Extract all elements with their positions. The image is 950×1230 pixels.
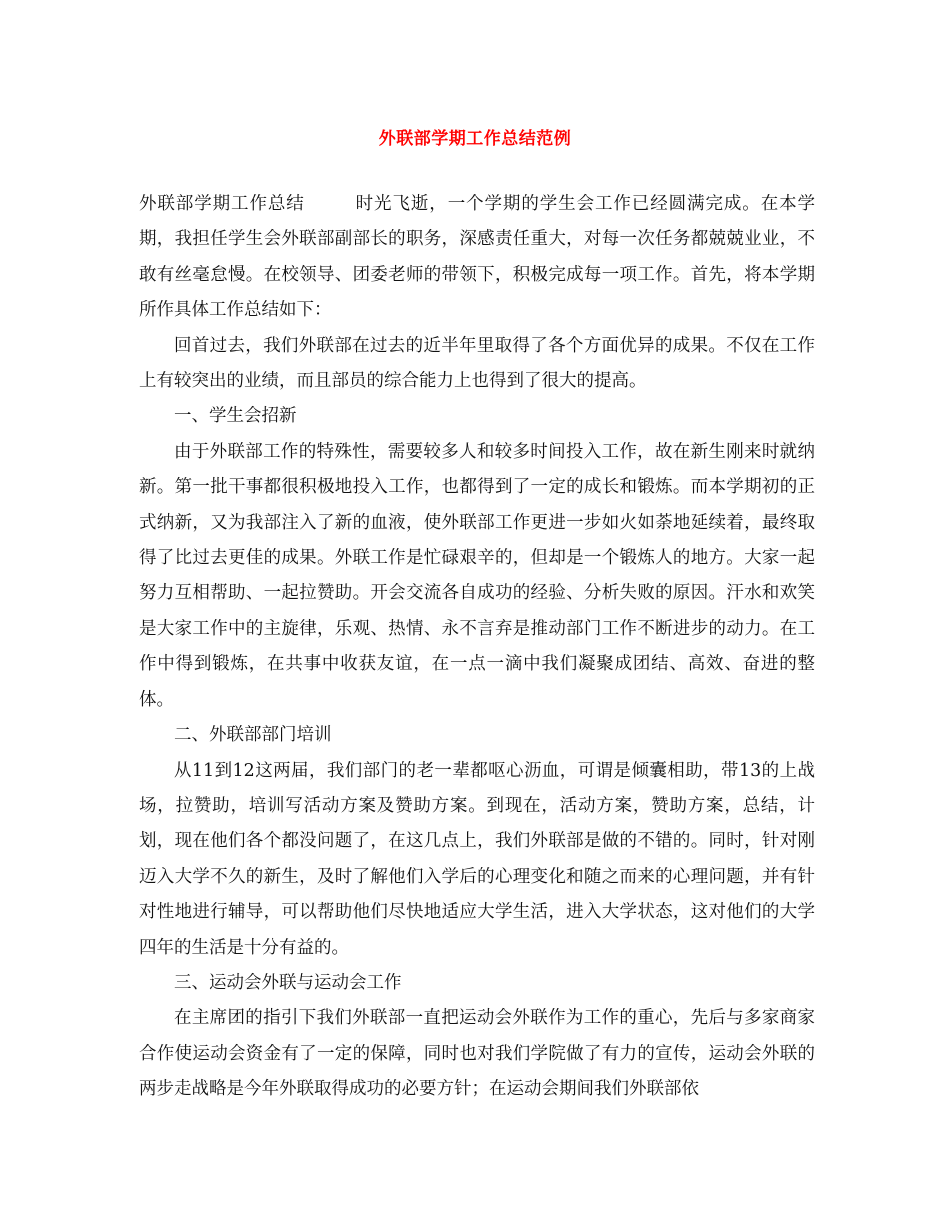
intro-paragraph [139, 187, 815, 329]
intro-label: 外联部学期工作总结 [139, 194, 305, 214]
paragraph-review: 回首过去，我们外联部在过去的近半年里取得了各个方面优异的成果。不仅在工作上有较突出的业绩，而且部员的综合能力上也得到了很大的提高。 [139, 335, 815, 392]
section-heading-training: 二、外联部部门培训 [174, 725, 332, 746]
section-heading-sports-meet: 三、运动会外联与运动会工作 [174, 972, 402, 993]
paragraph-sports-meet: 在主席团的指引下我们外联部一直把运动会外联作为工作的重心，先后与多家商家合作使运动会资金有了一定的保障，同时也对我们学院做了有力的宣传，运动会外联的两步走战略是今年外联取得成功的必要方针；在运动会期间我们外联部依 [139, 1008, 815, 1100]
intro-text: 时光飞逝，一个学期的学生会工作已经圆满完成。在本学期，我担任学生会外联部副部长的职务，深感责任重大，对每一次任务都兢兢业业，不敢有丝毫怠慢。在校领导、团委老师的带领下，积极完成每一项工作。首先，将本学期所作具体工作总结如下： [139, 194, 816, 321]
document-title: 外联部学期工作总结范例 [378, 129, 572, 149]
section-heading-recruitment: 一、学生会招新 [174, 406, 297, 427]
paragraph-training: 从11到12这两届，我们部门的老一辈都呕心沥血，可谓是倾囊相助，带13的上战场，拉赞助，培训写活动方案及赞助方案。到现在，活动方案，赞助方案，总结，计划，现在他们各个都没问题了，在这几点上，我们外联部是做的不错的。同时，针对刚迈入大学不久的新生，及时了解他们入学后的心理变化和随之而来的心理问题，并有针对性地进行辅导，可以帮助他们尽快地适应大学生活，进入大学状态，这对他们的大学四年的生活是十分有益的。 [139, 760, 815, 958]
paragraph-recruitment: 由于外联部工作的特殊性，需要较多人和较多时间投入工作，故在新生刚来时就纳新。第一批干事都很积极地投入工作，也都得到了一定的成长和锻炼。而本学期初的正式纳新，又为我部注入了新的血液，使外联部工作更进一步如火如荼地延续着，最终取得了比过去更佳的成果。外联工作是忙碌艰辛的，但却是一个锻炼人的地方。大家一起努力互相帮助、一起拉赞助。开会交流各自成功的经验、分析失败的原因。汗水和欢笑是大家工作中的主旋律，乐观、热情、永不言弃是推动部门工作不断进步的动力。在工作中得到锻炼，在共事中收获友谊，在一点一滴中我们凝聚成团结、高效、奋进的整体。 [139, 441, 815, 710]
document-body [139, 187, 815, 1108]
